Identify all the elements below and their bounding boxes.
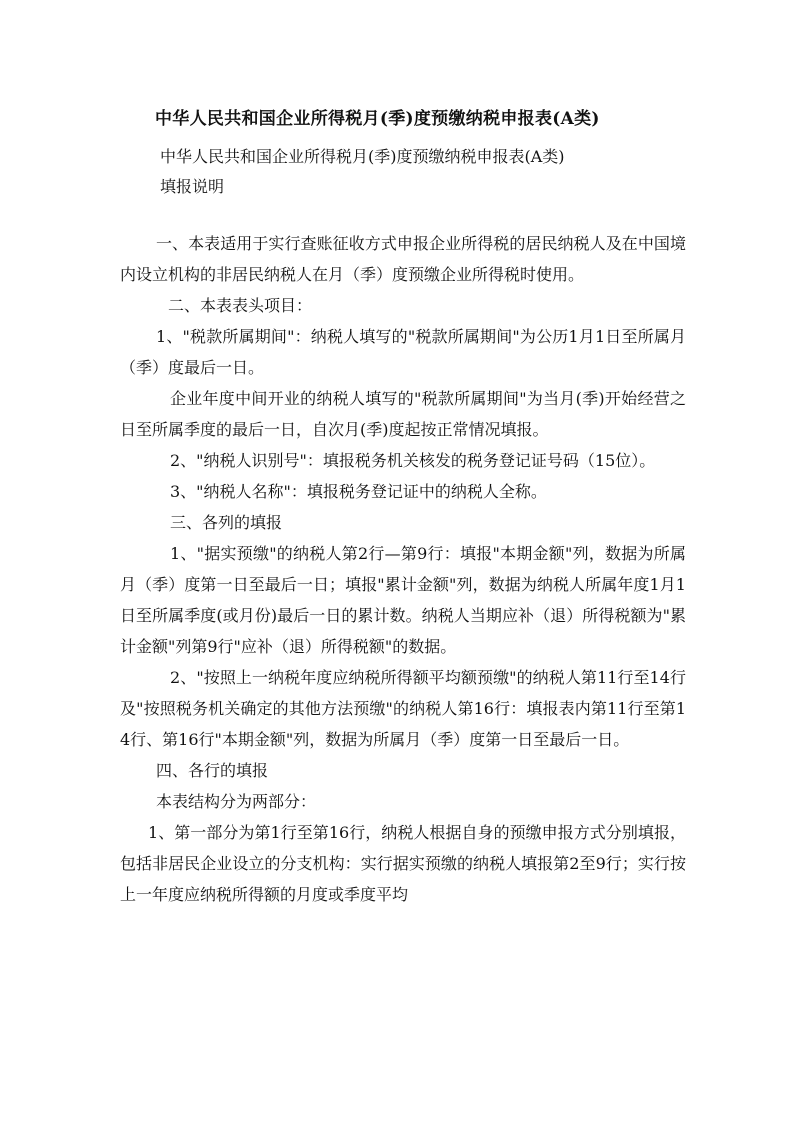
paragraph-header-items: 二、本表表头项目：	[168, 296, 313, 315]
paragraph-structure: 本表结构分为两部分：	[156, 792, 317, 811]
document-subtitle: 中华人民共和国企业所得税月(季)度预缴纳税申报表(A类)	[160, 147, 565, 166]
paragraph-mid-year-opening: 企业年度中间开业的纳税人填写的"税款所属期间"为当月(季)开始经营之日至所属季度的最后一日，自次月(季)度起按正常情况填报。	[120, 389, 686, 439]
paragraph-actual-prepayment: 1、"据实预缴"的纳税人第2行—第9行：填报"本期金额"列，数据为所属月（季）度第一日至最后一日；填报"累计金额"列，数据为纳税人所属年度1月1日至所属季度(或月份)最后一日的累计数。纳税人当期应补（退）所得税额为"累计金额"列第9行"应补（退）所得税额"的数据。	[120, 544, 686, 656]
paragraph-taxpayer-name: 3、"纳税人名称"：填报税务登记证中的纳税人全称。	[170, 482, 547, 501]
document-section-heading: 填报说明	[160, 177, 225, 196]
paragraph-applicability: 一、本表适用于实行查账征收方式申报企业所得税的居民纳税人及在中国境内设立机构的非居民纳税人在月（季）度预缴企业所得税时使用。	[120, 234, 686, 284]
paragraph-rows-heading: 四、各行的填报	[156, 761, 269, 780]
document-title: 中华人民共和国企业所得税月(季)度预缴纳税申报表(A类)	[155, 109, 600, 129]
paragraph-taxpayer-id: 2、"纳税人识别号"：填报税务机关核发的税务登记证号码（15位）。	[170, 451, 656, 470]
paragraph-columns-heading: 三、各列的填报	[170, 513, 283, 532]
document-body	[120, 228, 686, 910]
paragraph-average-prepayment: 2、"按照上一纳税年度应纳税所得额平均额预缴"的纳税人第11行至14行及"按照税务机关确定的其他方法预缴"的纳税人第16行：填报表内第11行至第14行、第16行"本期金额"列，数据为所属月（季）度第一日至最后一日。	[120, 668, 686, 749]
paragraph-tax-period: 1、"税款所属期间"：纳税人填写的"税款所属期间"为公历1月1日至所属月（季）度最后一日。	[120, 327, 686, 377]
paragraph-part-one: 1、第一部分为第1行至第16行，纳税人根据自身的预缴申报方式分别填报，包括非居民企业设立的分支机构：实行据实预缴的纳税人填报第2至9行；实行按上一年度应纳税所得额的月度或季度平均	[120, 823, 686, 904]
